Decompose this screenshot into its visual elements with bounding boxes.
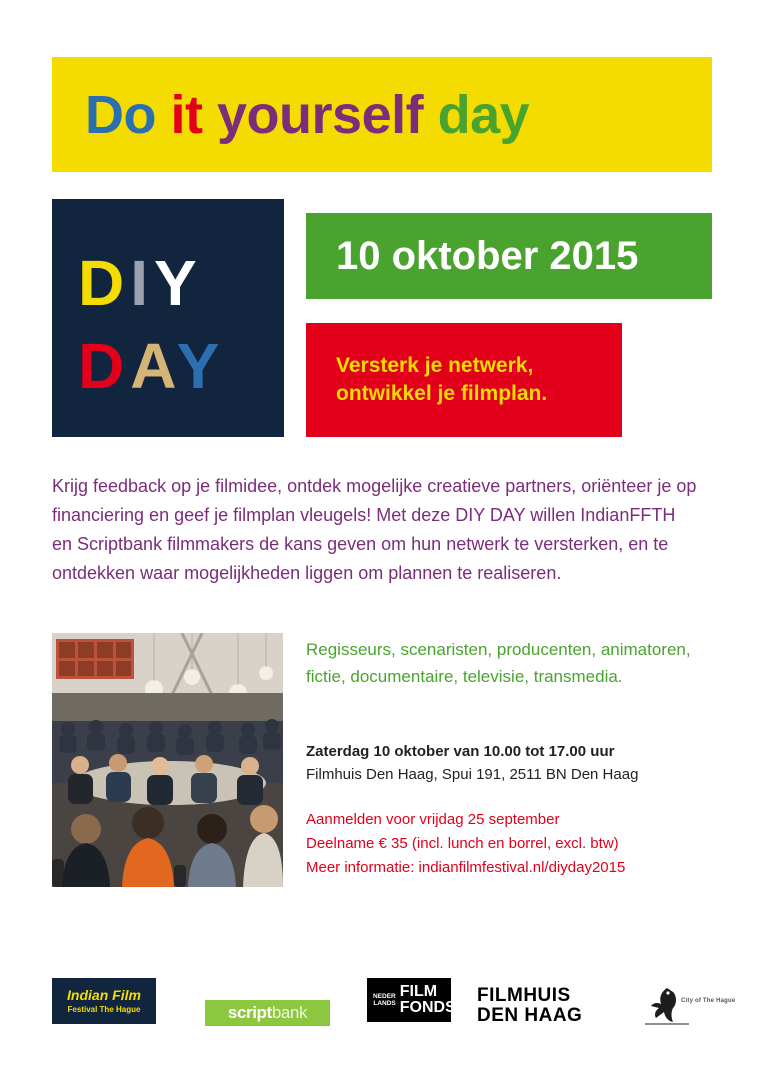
diy-logo-line-1: [78, 247, 203, 319]
signup-deadline: Aanmelden voor vrijdag 25 september: [306, 811, 560, 828]
logo-filmfonds-big-1: FILM: [399, 982, 438, 1000]
logo-filmhuis-line-1: FILMHUIS: [477, 985, 571, 1006]
diy-letter-a: A: [130, 330, 177, 402]
logo-filmfonds-small: [373, 993, 396, 1008]
logo-indian-film-festival: [52, 978, 156, 1024]
logo-filmfonds-big: [400, 984, 456, 1017]
logo-filmhuis-line-2: DEN HAAG: [477, 1004, 583, 1026]
intro-paragraph: Krijg feedback op je filmidee, ontdek mogelijke creatieve partners, oriënteer je op financiering en geef je filmplan vleugels! Met deze DIY DAY willen IndianFFTH en Scriptbank filmmakers de kans geven om hun netwerk te versterken, en te ontdekken waar mogelijkheden liggen om plannen te realiseren.: [52, 476, 697, 584]
diy-letter-y1: Y: [154, 247, 203, 319]
title-word-it: it: [170, 84, 203, 145]
signup-moreinfo[interactable]: Meer informatie: indianfilmfestival.nl/diyday2015: [306, 859, 626, 876]
audience-text: Regisseurs, scenaristen, producenten, animatoren, fictie, documentaire, televisie, transmedia.: [306, 640, 691, 687]
logo-city-label: City of The Hague: [681, 998, 736, 1004]
title-space-3: [423, 85, 438, 145]
when-where-block: [306, 740, 706, 787]
diy-letter-y2: Y: [176, 330, 226, 402]
title-banner: [52, 57, 712, 172]
slogan-line-2: ontwikkel je filmplan.: [336, 382, 548, 405]
signup-price: Deelname € 35 (incl. lunch en borrel, excl. btw): [306, 835, 619, 852]
event-time: Zaterdag 10 oktober van 10.00 tot 17.00 uur: [306, 743, 615, 760]
slogan-box: [306, 323, 622, 437]
slogan-line-1: Versterk je netwerk,: [336, 353, 534, 377]
date-bar: [306, 213, 712, 299]
diy-logo-line-2: [78, 330, 226, 402]
logo-filmfonds-small-1: NEDER: [373, 992, 396, 1000]
logo-city-of-the-hague: [637, 984, 757, 1028]
logo-nederlands-filmfonds: [367, 978, 456, 1022]
title-word-do: Do: [85, 84, 156, 145]
logo-scriptbank: [205, 1000, 330, 1026]
event-photo: [52, 633, 283, 887]
event-location: Filmhuis Den Haag, Spui 191, 2511 BN Den Haag: [306, 766, 639, 784]
event-date: 10 oktober 2015: [336, 233, 639, 278]
logo-scriptbank-light: bank: [271, 1003, 308, 1022]
logo-iff-line-1: Indian Film: [67, 986, 141, 1003]
logo-scriptbank-text: [228, 1003, 307, 1023]
slogan-text: [336, 352, 547, 409]
logo-strip: [52, 978, 736, 1040]
logo-filmhuis-den-haag: [477, 986, 582, 1026]
title-space-2: [203, 85, 218, 145]
title-space-1: [156, 85, 171, 145]
diy-letter-d2: D: [78, 330, 131, 402]
logo-filmfonds-big-2: FONDS: [399, 999, 456, 1016]
event-photo-illustration: [52, 633, 283, 887]
logo-scriptbank-bold: script: [227, 1003, 272, 1022]
diy-letter-i: I: [130, 247, 154, 319]
title-word-day: day: [437, 84, 530, 145]
signup-block: [306, 808, 706, 880]
logo-iff-line-2: Festival The Hague: [67, 1005, 141, 1015]
diy-letter-d1: D: [78, 247, 131, 319]
diy-day-logo-block: [52, 199, 284, 437]
logo-filmfonds-small-2: LANDS: [373, 1000, 396, 1007]
page-title: [85, 84, 530, 145]
stork-icon: [637, 984, 757, 1028]
title-word-yourself: yourself: [217, 84, 424, 145]
